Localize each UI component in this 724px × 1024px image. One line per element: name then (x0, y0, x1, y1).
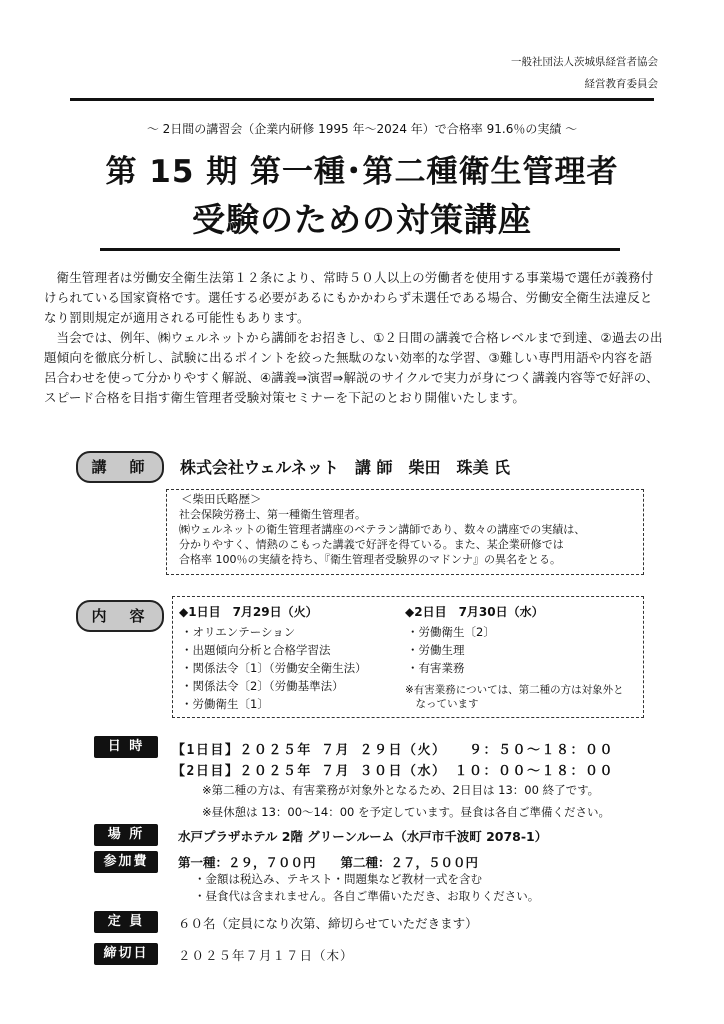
committee-name: 経営教育委員会 (584, 78, 658, 90)
title-rule (100, 248, 620, 251)
page-subtitle: 受験のための対策講座 (192, 200, 532, 239)
capacity-text: ６０名（定員になり次第、締切らせていただきます） (178, 916, 478, 931)
instructor-bio-box (166, 489, 644, 575)
list-item: ・労働生理 (407, 643, 465, 657)
fee-note-1: ・金額は税込み、テキスト・問題集など教材一式を含む (194, 872, 482, 886)
note-line: なっています (405, 698, 479, 710)
instructor-name: 株式会社ウェルネット 講 師 柴田 珠美 氏 (180, 458, 511, 477)
capacity-label: 定 員 (94, 911, 158, 933)
list-item: ・関係法令〔1〕（労働安全衛生法） (181, 661, 367, 675)
list-item: ・関係法令〔2〕（労働基準法） (181, 679, 344, 693)
day1-list (181, 623, 367, 713)
day2-list (407, 623, 495, 677)
day2-title: ◆2日目 7月30日（水） (405, 605, 544, 619)
schedule-note-1: ※第二種の方は、有害業務が対象外となるため、2日目は 13：00 終了です。 (202, 783, 600, 797)
day2-note (405, 683, 624, 711)
content-box (172, 596, 644, 718)
venue-text: 水戸プラザホテル 2階 グリーンルーム（水戸市千波町 2078-1） (178, 829, 548, 844)
fee-text: 第一種：２９，７００円 第二種：２７，５００円 (178, 855, 479, 870)
fee-note-2: ・昼食代は含まれません。各自ご準備いただき、お取りください。 (194, 889, 540, 903)
note-line: ※有害業務については、第二種の方は対象外と (405, 684, 624, 696)
day1-title: ◆1日目 7月29日（火） (179, 605, 318, 619)
list-item: ・労働衛生〔1〕 (181, 697, 269, 711)
top-rule (70, 98, 654, 101)
deadline-text: ２０２５年７月１７日（木） (178, 948, 354, 963)
bio-text (179, 507, 585, 567)
intro-text (44, 268, 664, 408)
fee-label: 参加費 (94, 851, 158, 873)
bio-line: 分かりやすく、情熱のこもった講義で好評を得ている。また、某企業研修では (179, 538, 564, 551)
schedule-label: 日 時 (94, 736, 158, 758)
bio-line: 合格率 100％の実績を持ち、『衛生管理者受験界のマドンナ』の異名をとる。 (179, 553, 561, 566)
schedule-day2: 【2日目】２０２５年 ７月 ３０日（水） １０：００～１８：００ (172, 764, 614, 779)
page-title: 第 15 期 第一種･第二種衛生管理者 (105, 154, 619, 190)
organizer-name: 一般社団法人茨城県経営者協会 (511, 56, 658, 68)
tagline: ～ 2日間の講習会（企業内研修 1995 年～2024 年）で合格率 91.6％の実績 ～ (146, 122, 578, 136)
bio-line: ㈱ウェルネットの衛生管理者講座のベテラン講師であり、数々の講座での実績は、 (179, 523, 586, 536)
deadline-label: 締切日 (94, 943, 158, 965)
intro-paragraph: 当会では、例年、㈱ウェルネットから講師をお招きし、①２日間の講義で合格レベルまで到達、②過去の出題傾向を徹底分析し、試験に出るポイントを絞った無駄のない効率的な学習、③難しい専門用語や内容を語呂合わせを使って分かりやすく解説、④講義⇒演習⇒解説のサイクルで実力が身につく講義内容等で好評の、スピード合格を目指す衛生管理者受験対策セミナーを下記のとおり開催いたします。 (44, 330, 663, 405)
list-item: ・労働衛生〔2〕 (407, 625, 495, 639)
list-item: ・オリエンテーション (181, 625, 296, 639)
bio-line: 社会保険労務士、第一種衛生管理者。 (179, 508, 366, 521)
schedule-day1: 【1日目】２０２５年 ７月 ２９日（火） ９：５０～１８：００ (172, 743, 614, 758)
schedule-note-2: ※昼休憩は 13：00～14：00 を予定しています。昼食は各自ご準備ください。 (202, 805, 611, 819)
venue-label: 場 所 (94, 824, 158, 846)
intro-paragraph: 衛生管理者は労働安全衛生法第１２条により、常時５０人以上の労働者を使用する事業場で選任が義務付けられている国家資格です。選任する必要があるにもかかわらず未選任である場合、労働安全衛生法違反となり罰則規定が適用される可能性もあります。 (44, 270, 654, 325)
instructor-label: 講 師 (76, 451, 164, 483)
list-item: ・有害業務 (407, 661, 465, 675)
list-item: ・出題傾向分析と合格学習法 (181, 643, 331, 657)
bio-title: ＜柴田氏略歴＞ (181, 492, 262, 506)
content-label: 内 容 (76, 600, 164, 632)
